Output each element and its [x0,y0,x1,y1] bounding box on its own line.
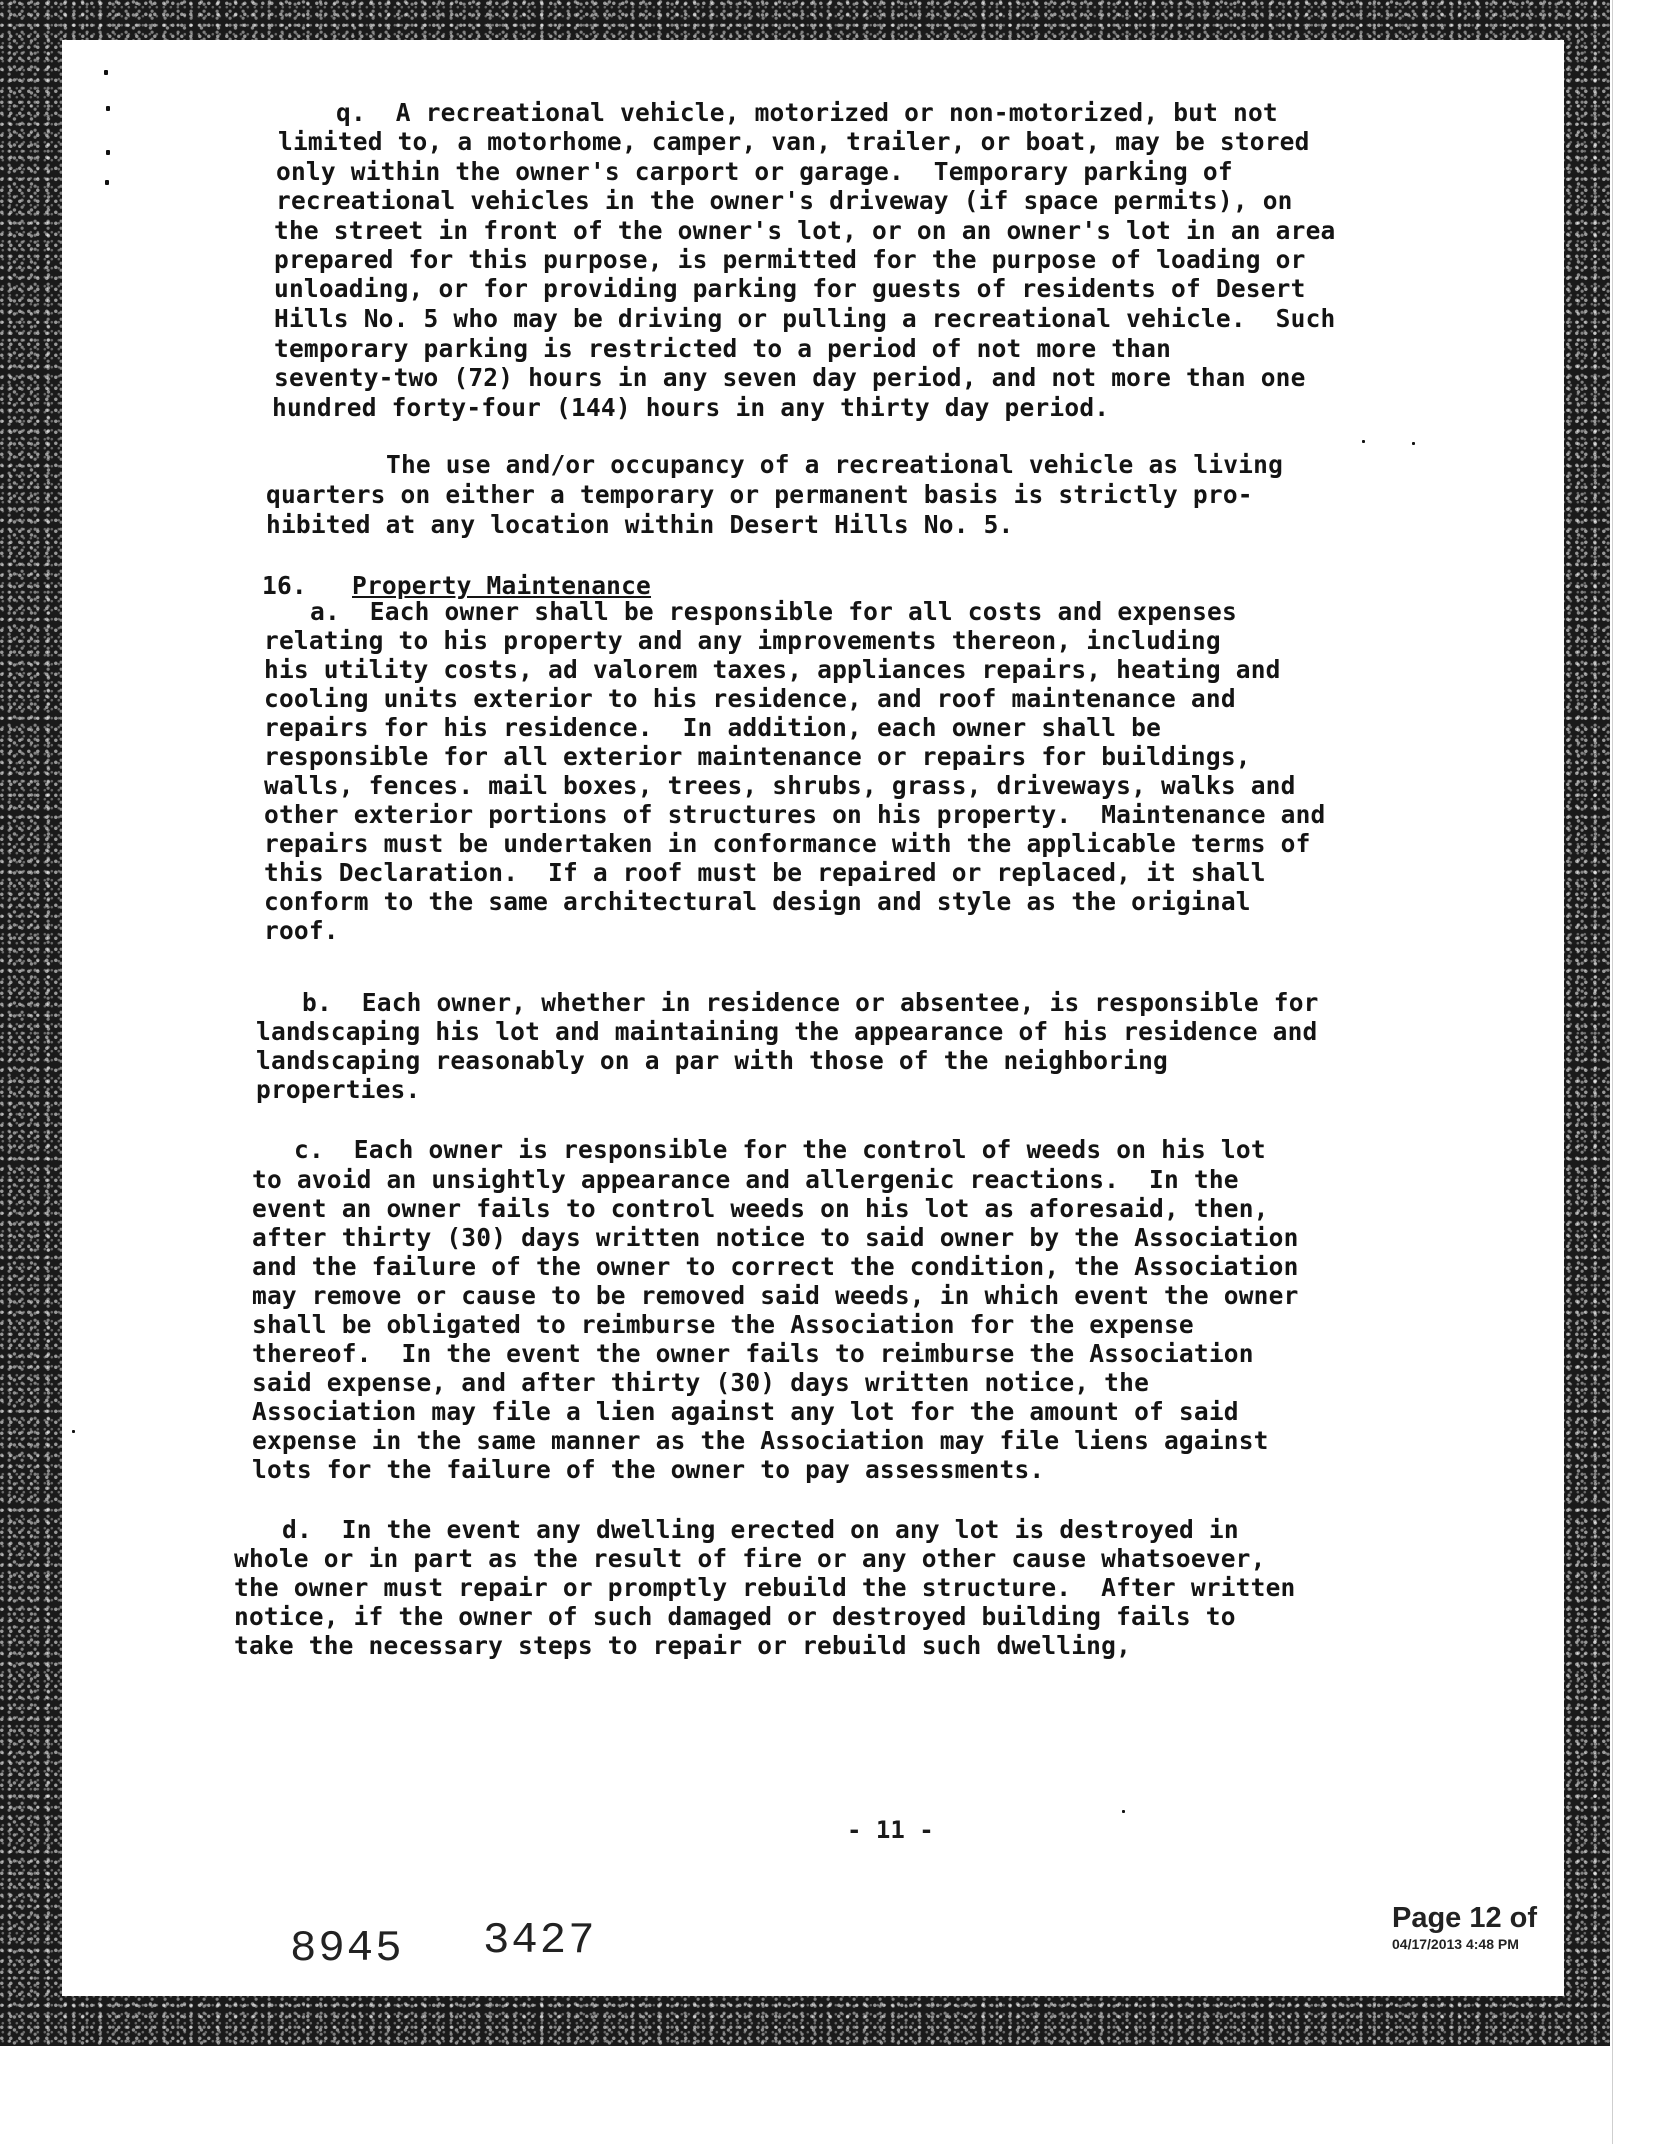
document-page [62,40,1564,1996]
text-line: Hills No. 5 who may be driving or pulling a recreational vehicle. Such [274,304,1336,333]
text-line: take the necessary steps to repair or rebuild such dwelling, [234,1631,1132,1660]
text-line: only within the owner's carport or garage. Temporary parking of [276,157,1233,186]
text-line: seventy-two (72) hours in any seven day period, and not more than one [274,363,1306,392]
recording-stamp-book: 8945 [290,1924,404,1974]
text-line: Association may file a lien against any lot for the amount of said [252,1397,1239,1426]
text-line: quarters on either a temporary or permanent basis is strictly pro- [266,480,1253,509]
text-line: landscaping his lot and maintaining the appearance of his residence and [256,1017,1318,1046]
text-line: recreational vehicles in the owner's driveway (if space permits), on [276,186,1293,215]
page-number: - 11 - [847,1816,934,1844]
text-line: The use and/or occupancy of a recreational vehicle as living [386,450,1284,479]
text-line: temporary parking is restricted to a period of not more than [274,334,1172,363]
text-line: c. Each owner is responsible for the control of weeds on his lot [294,1135,1266,1164]
text-line: unloading, or for providing parking for guests of residents of Desert [274,274,1306,303]
text-line: prepared for this purpose, is permitted for the purpose of loading or [274,245,1306,274]
text-line: relating to his property and any improvements thereon, including [264,626,1221,655]
text-line: expense in the same manner as the Association may file liens against [252,1426,1269,1455]
text-line: conform to the same architectural design and style as the original [264,887,1251,916]
text-line: landscaping reasonably on a par with those of the neighboring [256,1046,1168,1075]
text-line: a. Each owner shall be responsible for all costs and expenses [310,597,1237,626]
text-line: said expense, and after thirty (30) days written notice, the [252,1368,1150,1397]
footer-page-label: Page 12 of [1392,1902,1538,1934]
text-line: shall be obligated to reimburse the Association for the expense [252,1310,1194,1339]
text-line: whole or in part as the result of fire or any other cause whatsoever, [234,1544,1266,1573]
text-line: the owner must repair or promptly rebuild the structure. After written [234,1573,1296,1602]
text-line: his utility costs, ad valorem taxes, appliances repairs, heating and [264,655,1281,684]
text-line: properties. [256,1075,421,1104]
text-line: and the failure of the owner to correct the condition, the Association [252,1252,1299,1281]
section-heading: Property Maintenance [352,571,652,600]
text-line: to avoid an unsightly appearance and allergenic reactions. In the [252,1165,1239,1194]
recording-stamp-page: 3427 [483,1916,597,1966]
text-line: limited to, a motorhome, camper, van, trailer, or boat, may be stored [278,127,1310,156]
text-line: walls, fences. mail boxes, trees, shrubs, grass, driveways, walks and [264,771,1296,800]
text-line: hundred forty-four (144) hours in any thirty day period. [272,393,1110,422]
text-line: event an owner fails to control weeds on his lot as aforesaid, then, [252,1194,1269,1223]
text-line: b. Each owner, whether in residence or absentee, is responsible for [302,988,1319,1017]
text-line: cooling units exterior to his residence, and roof maintenance and [264,684,1236,713]
section-number: 16. [262,571,307,600]
text-line: repairs must be undertaken in conformance with the applicable terms of [264,829,1311,858]
text-line: after thirty (30) days written notice to said owner by the Association [252,1223,1299,1252]
scan-right-margin [1612,0,1664,2144]
text-line: responsible for all exterior maintenance or repairs for buildings, [264,742,1251,771]
text-line: lots for the failure of the owner to pay assessments. [252,1455,1045,1484]
footer-timestamp: 04/17/2013 4:48 PM [1392,1936,1519,1952]
text-line: may remove or cause to be removed said weeds, in which event the owner [252,1281,1299,1310]
text-line: notice, if the owner of such damaged or destroyed building fails to [234,1602,1236,1631]
text-line: q. A recreational vehicle, motorized or non-motorized, but not [336,98,1278,127]
text-line: the street in front of the owner's lot, or on an owner's lot in an area [274,216,1336,245]
text-line: repairs for his residence. In addition, each owner shall be [264,713,1162,742]
text-line: d. In the event any dwelling erected on any lot is destroyed in [282,1515,1239,1544]
text-line: hibited at any location within Desert Hills No. 5. [266,510,1014,539]
text-line: other exterior portions of structures on his property. Maintenance and [264,800,1326,829]
text-line: thereof. In the event the owner fails to reimburse the Association [252,1339,1254,1368]
text-line: this Declaration. If a roof must be repaired or replaced, it shall [264,858,1266,887]
text-line: roof. [264,916,339,945]
